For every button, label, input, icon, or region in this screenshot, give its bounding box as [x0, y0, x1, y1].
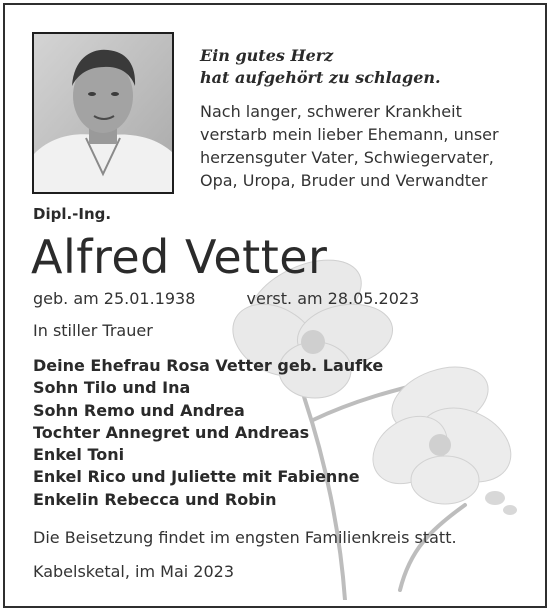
portrait-photo — [32, 32, 174, 194]
list-item: Enkel Toni — [33, 445, 125, 465]
death-date: verst. am 28.05.2023 — [246, 289, 420, 308]
intro-line: Nach langer, schwerer Krankheit — [200, 102, 462, 121]
funeral-notice: Die Beisetzung findet im engsten Familienkreis statt. — [33, 528, 457, 547]
mourners-list — [33, 355, 383, 511]
list-item: Enkelin Rebecca und Robin — [33, 489, 277, 509]
list-item: Sohn Remo und Andrea — [33, 400, 245, 420]
life-dates — [33, 289, 419, 308]
list-item: Deine Ehefrau Rosa Vetter geb. Laufke — [33, 356, 384, 375]
deceased-name: Alfred Vetter — [31, 230, 328, 284]
intro-line: verstarb mein lieber Ehemann, unser — [200, 125, 499, 144]
place-date: Kabelsketal, im Mai 2023 — [33, 562, 235, 581]
intro-line: herzensguter Vater, Schwiegervater, — [200, 148, 494, 167]
motto — [200, 45, 441, 89]
list-item: Enkel Rico und Juliette mit Fabienne — [33, 467, 360, 487]
list-item: Tochter Annegret und Andreas — [33, 422, 310, 442]
obituary-card — [3, 3, 547, 608]
birth-date: geb. am 25.01.1938 — [33, 289, 196, 308]
academic-title: Dipl.-Ing. — [33, 205, 112, 223]
list-item: Sohn Tilo und Ina — [33, 378, 191, 398]
intro-text — [200, 100, 499, 192]
motto-line: hat aufgehört zu schlagen. — [200, 68, 441, 87]
mourning-line: In stiller Trauer — [33, 321, 153, 340]
motto-line: Ein gutes Herz — [200, 46, 334, 65]
intro-line: Opa, Uropa, Bruder und Verwandter — [200, 171, 488, 190]
